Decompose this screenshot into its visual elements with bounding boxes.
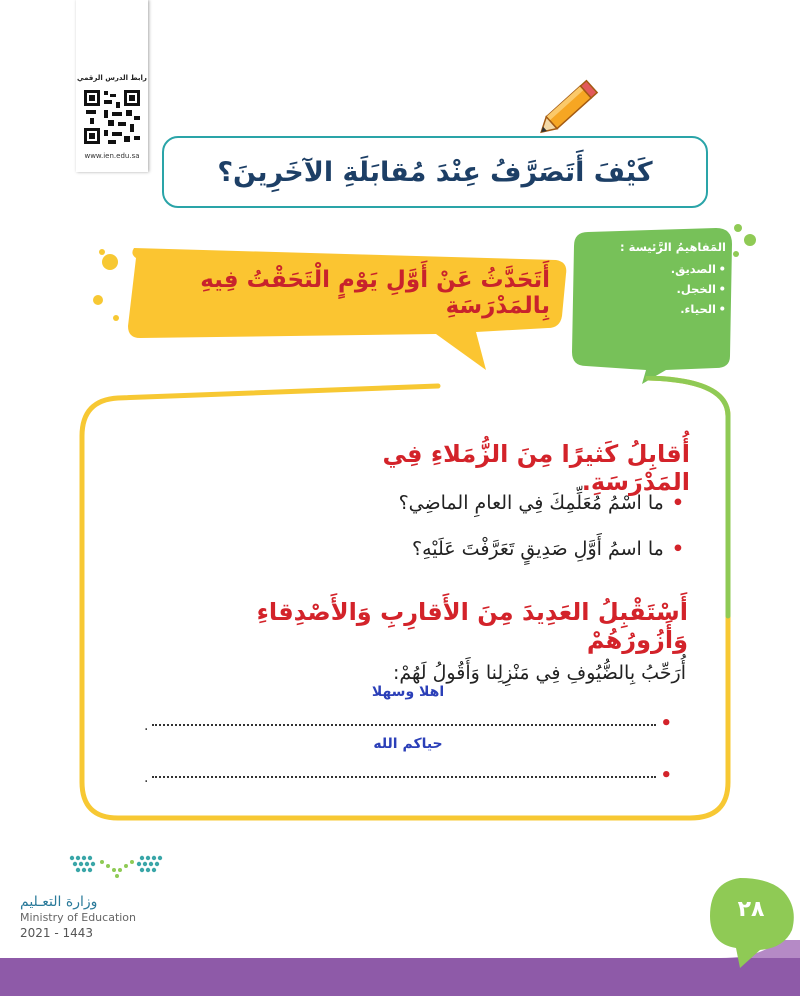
concepts-list	[590, 240, 726, 322]
dotted-line	[152, 724, 656, 726]
qr-code-icon[interactable]	[82, 88, 142, 146]
ministry-name-ar: وزارة التعـليم	[20, 894, 98, 910]
purple-footer-band	[0, 940, 800, 996]
bullet-icon: •	[660, 765, 672, 786]
concept-item: • الخجل.	[590, 282, 726, 296]
question-line	[124, 538, 684, 560]
answer-field[interactable]	[144, 684, 672, 734]
bullet-icon: •	[671, 492, 684, 514]
line-end-dot: .	[144, 770, 149, 786]
concepts-title: المَفاهيمُ الرَّئيسة :	[620, 240, 726, 254]
concept-item: • الحياء.	[590, 302, 726, 316]
banner-text: أَتَحَدَّثُ عَنْ أَوَّلِ يَوْمٍ الْتَحَقْتُ فِيهِ بِالمَدْرَسَةِ	[200, 267, 550, 319]
section2-heading: أَسْتَقْبِلُ العَدِيدَ مِنَ الأَقارِبِ وَالأَصْدِقاءِ وَأَزُورُهُمْ	[256, 598, 688, 654]
answer-text: حياكم الله	[373, 736, 443, 752]
title-box	[162, 136, 708, 208]
qr-url[interactable]: www.ien.edu.sa	[84, 152, 140, 160]
bullet-icon: •	[671, 538, 684, 560]
dotted-line	[152, 776, 656, 778]
decorative-dots-right	[728, 210, 768, 270]
bullet-icon: •	[660, 713, 672, 734]
concept-item: • الصديق.	[590, 262, 726, 276]
ministry-name-en: Ministry of Education	[20, 911, 137, 924]
answer-text: اهلا وسهلا	[371, 684, 445, 700]
welcome-intro: أُرَحِّبُ بِالضُّيُوفِ فِي مَنْزِلِنا وَأَقُولُ لَهُمْ:	[392, 662, 686, 684]
qr-tab	[76, 0, 148, 172]
page-number: ٢٨	[737, 896, 765, 922]
line-end-dot: .	[144, 718, 149, 734]
question-line	[124, 492, 684, 514]
ministry-logo-icon	[62, 850, 172, 890]
edition-year: 2021 - 1443	[20, 926, 94, 940]
question-text: ما اسْمُ مُعَلِّمِكَ فِي العامِ الماضِي؟	[398, 492, 664, 514]
pencil-icon	[528, 72, 606, 144]
answer-field[interactable]	[144, 736, 672, 786]
page-title: كَيْفَ أَتَصَرَّفُ عِنْدَ مُقابَلَةِ الآخَرِينَ؟	[217, 156, 653, 188]
section1-heading: أُقابِلُ كَثيرًا مِنَ الزُّمَلاءِ فِي المَدْرَسَةِ.	[382, 440, 690, 496]
question-text: ما اسمُ أَوَّلِ صَدِيقٍ تَعَرَّفْتَ عَلَيْهِ؟	[412, 538, 664, 560]
qr-label: رابط الدرس الرقمي	[77, 74, 147, 82]
